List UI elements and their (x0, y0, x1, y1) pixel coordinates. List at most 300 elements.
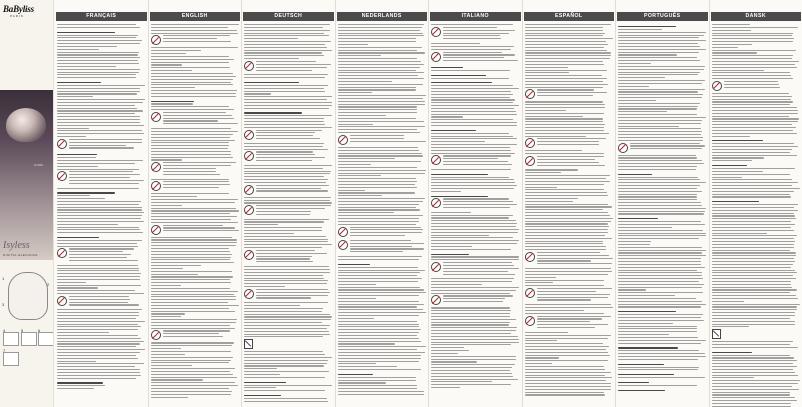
text-line (525, 27, 603, 28)
text-line (57, 105, 135, 106)
text-line (712, 99, 792, 100)
text-line (712, 289, 798, 290)
warning-block (244, 151, 333, 162)
text-line (163, 168, 217, 169)
text-line (525, 189, 604, 190)
text-line (525, 70, 608, 71)
text-line (431, 327, 517, 328)
text-line (338, 329, 421, 330)
text-line (431, 290, 516, 291)
text-line (151, 154, 231, 155)
text-line (618, 74, 698, 75)
column-divider (241, 0, 242, 407)
text-line (712, 235, 797, 236)
text-line (57, 201, 141, 202)
text-line (712, 321, 796, 322)
text-line (618, 367, 699, 368)
text-line (618, 356, 706, 357)
text-line (244, 115, 332, 116)
text-line (57, 287, 98, 288)
text-line (256, 160, 312, 161)
column-body-text (151, 24, 240, 398)
text-line (618, 182, 706, 183)
text-line (151, 362, 230, 363)
warning-block (151, 181, 240, 191)
text-line (338, 33, 423, 34)
text-line (151, 64, 183, 65)
text-line (151, 319, 237, 320)
text-line (338, 338, 420, 339)
text-line (57, 378, 136, 379)
text-line (537, 288, 612, 289)
text-line (618, 369, 698, 370)
text-line (151, 325, 231, 326)
text-line (338, 369, 422, 370)
text-line (350, 243, 425, 244)
text-line (151, 50, 202, 51)
text-line (525, 121, 603, 122)
text-line (443, 52, 502, 53)
warning-block (431, 155, 520, 166)
text-line (69, 142, 142, 143)
text-line (537, 316, 612, 317)
text-line (525, 133, 609, 134)
section-heading-line (618, 218, 658, 219)
text-line (57, 372, 140, 373)
text-line (618, 66, 705, 67)
text-line (618, 94, 703, 95)
text-line (618, 267, 705, 268)
text-line (537, 156, 604, 157)
text-line (618, 40, 706, 41)
text-line (537, 297, 609, 298)
text-line (57, 93, 137, 94)
text-line (338, 118, 416, 119)
text-line (57, 113, 135, 114)
text-line (151, 137, 231, 138)
text-line (525, 366, 604, 367)
text-line (244, 308, 323, 309)
attachment-diagram-icon (3, 332, 19, 346)
text-line (431, 43, 480, 44)
text-line (525, 55, 611, 56)
text-line (151, 291, 238, 292)
text-line (618, 111, 667, 112)
text-line (618, 202, 701, 203)
text-line (244, 93, 271, 94)
text-line (338, 256, 423, 257)
language-heading: ESPAÑOL (524, 12, 615, 21)
text-line (525, 41, 606, 42)
text-line (712, 344, 790, 345)
text-line (151, 259, 230, 260)
text-line (618, 385, 697, 386)
text-line (57, 85, 145, 86)
text-line (338, 312, 426, 313)
text-line (151, 106, 229, 107)
text-line (151, 257, 232, 258)
text-line (525, 78, 607, 79)
text-line (338, 278, 423, 279)
text-line (537, 89, 594, 90)
text-line (431, 324, 509, 325)
text-line (431, 125, 517, 126)
text-line (525, 243, 604, 244)
text-line (244, 50, 332, 51)
text-line (525, 280, 605, 281)
text-line (151, 308, 229, 309)
section-heading-line (618, 174, 652, 175)
text-line (338, 332, 419, 333)
text-line (431, 370, 510, 371)
text-line (244, 387, 276, 388)
prohibition-icon (57, 296, 67, 306)
text-line (618, 306, 701, 307)
text-line (244, 165, 332, 166)
text-line (525, 235, 605, 236)
text-line (57, 125, 144, 126)
text-line (151, 84, 234, 85)
warning-block (338, 240, 427, 254)
text-line (338, 112, 417, 113)
figure-label: 3 (2, 302, 5, 307)
text-line (712, 113, 798, 114)
text-line (525, 81, 604, 82)
text-line (712, 292, 791, 293)
section-heading-line (338, 374, 374, 375)
text-line (712, 375, 798, 376)
text-line (338, 104, 426, 105)
text-line (338, 358, 422, 359)
text-line (57, 157, 96, 158)
text-line (244, 365, 324, 366)
text-line (525, 153, 604, 154)
product-panel (0, 0, 54, 407)
text-line (69, 145, 126, 146)
text-line (57, 349, 145, 350)
text-line (151, 242, 237, 243)
text-line (338, 394, 424, 395)
text-line (338, 147, 418, 148)
text-line (443, 33, 509, 34)
text-line (57, 355, 136, 356)
text-line (618, 46, 700, 47)
text-line (163, 174, 221, 175)
text-line (244, 360, 328, 361)
text-line (244, 197, 331, 198)
text-line (618, 126, 679, 127)
warning-block (57, 171, 146, 185)
text-line (431, 284, 482, 285)
text-line (712, 252, 797, 253)
text-line (431, 97, 510, 98)
text-line (618, 108, 697, 109)
text-line (431, 223, 517, 224)
text-line (525, 338, 609, 339)
product-tagline: DIGITAL ELEGANCE (3, 253, 38, 257)
text-line (151, 371, 231, 372)
text-line (525, 201, 574, 202)
text-line (151, 245, 237, 246)
text-line (151, 67, 230, 68)
text-line (244, 371, 329, 372)
text-line (151, 82, 232, 83)
warning-block (244, 61, 333, 72)
text-line (712, 304, 800, 305)
text-line (618, 289, 646, 290)
text-line (525, 204, 608, 205)
text-line (57, 96, 93, 97)
text-line (163, 336, 224, 337)
text-line (57, 188, 139, 189)
text-line (712, 347, 799, 348)
language-heading: PORTUGUÊS (617, 12, 708, 21)
text-line (431, 144, 517, 145)
text-line (537, 255, 609, 256)
text-line (537, 258, 613, 259)
text-line (151, 96, 237, 97)
text-line (338, 377, 416, 378)
text-line (151, 90, 237, 91)
warning-block (525, 138, 614, 148)
text-line (431, 99, 515, 100)
text-line (57, 133, 144, 134)
text-line (618, 97, 702, 98)
text-line (431, 259, 519, 260)
text-line (244, 102, 332, 103)
text-line (618, 343, 701, 344)
text-line (712, 284, 792, 285)
text-line (151, 151, 232, 152)
text-line (57, 273, 141, 274)
warning-block (712, 81, 801, 91)
section-heading-line (712, 201, 760, 202)
section-heading-line (244, 82, 299, 83)
prohibition-icon (244, 130, 254, 140)
warning-block (151, 225, 240, 235)
text-line (724, 87, 780, 88)
text-line (712, 224, 796, 225)
text-line (244, 24, 330, 25)
text-line (244, 41, 331, 42)
text-line (338, 167, 418, 168)
text-line (618, 320, 704, 321)
text-line (151, 131, 239, 132)
text-line (69, 177, 130, 178)
text-line (256, 253, 327, 254)
text-line (244, 27, 323, 28)
section-heading-line (57, 237, 99, 238)
warning-block (244, 185, 333, 195)
text-line (630, 143, 700, 144)
text-line (712, 124, 793, 125)
text-line (151, 145, 230, 146)
text-line (244, 35, 329, 36)
text-line (618, 166, 697, 167)
text-line (338, 335, 417, 336)
text-line (712, 146, 798, 147)
text-line (712, 93, 790, 94)
text-line (57, 329, 138, 330)
text-line (151, 62, 230, 63)
text-line (338, 275, 418, 276)
text-line (57, 243, 137, 244)
text-line (525, 223, 608, 224)
text-line (618, 60, 700, 61)
text-line (537, 165, 606, 166)
text-line (57, 72, 139, 73)
text-line (57, 326, 141, 327)
text-line (431, 316, 510, 317)
text-line (151, 237, 233, 238)
text-line (431, 108, 514, 109)
text-line (256, 67, 327, 68)
text-line (712, 400, 798, 401)
text-line (338, 38, 417, 39)
text-line (69, 174, 140, 175)
text-line (618, 140, 703, 141)
text-line (525, 349, 606, 350)
text-line (151, 219, 232, 220)
text-line (151, 157, 233, 158)
text-line (163, 112, 226, 113)
text-line (338, 207, 417, 208)
text-line (256, 214, 310, 215)
text-line (525, 285, 605, 286)
text-line (618, 120, 702, 121)
text-line (618, 353, 705, 354)
prohibition-icon (244, 205, 254, 215)
text-line (338, 391, 425, 392)
text-line (618, 270, 697, 271)
text-line (525, 363, 552, 364)
text-line (338, 98, 424, 99)
text-line (712, 188, 800, 189)
text-line (151, 382, 236, 383)
text-line (350, 246, 412, 247)
text-line (525, 277, 556, 278)
text-line (431, 49, 511, 50)
text-line (443, 198, 509, 199)
text-line (712, 363, 793, 364)
text-line (712, 270, 795, 271)
text-line (338, 306, 417, 307)
text-line (537, 291, 597, 292)
text-line (244, 236, 326, 237)
text-line (256, 157, 325, 158)
text-line (244, 47, 327, 48)
text-line (712, 295, 797, 296)
text-line (431, 215, 513, 216)
text-line (69, 171, 133, 172)
text-line (712, 377, 754, 378)
text-line (537, 294, 611, 295)
text-line (618, 86, 649, 87)
text-line (163, 41, 231, 42)
text-line (712, 326, 750, 327)
text-line (712, 247, 794, 248)
text-line (151, 76, 236, 77)
text-line (712, 355, 791, 356)
text-line (431, 342, 519, 343)
text-line (244, 173, 330, 174)
text-line (151, 394, 232, 395)
text-line (525, 369, 605, 370)
language-column (335, 0, 429, 407)
text-line (151, 262, 234, 263)
text-line (618, 359, 698, 360)
text-line (618, 272, 702, 273)
prohibition-icon (151, 35, 161, 45)
text-line (338, 81, 393, 82)
text-line (525, 389, 611, 390)
text-line (431, 111, 516, 112)
text-line (244, 74, 328, 75)
text-line (57, 110, 143, 111)
text-line (712, 369, 793, 370)
text-line (244, 305, 300, 306)
warning-block (151, 330, 240, 340)
text-line (338, 101, 426, 102)
text-line (525, 75, 603, 76)
text-line (537, 144, 599, 145)
text-line (244, 202, 332, 203)
text-line (57, 285, 141, 286)
text-line (57, 74, 136, 75)
text-line (57, 27, 140, 28)
text-line (338, 355, 422, 356)
text-line (163, 225, 224, 226)
text-line (618, 278, 703, 279)
text-line (69, 260, 138, 261)
text-line (443, 161, 508, 162)
text-line (712, 35, 793, 36)
text-line (618, 194, 697, 195)
language-column (148, 0, 242, 407)
text-line (57, 60, 138, 61)
text-line (338, 224, 416, 225)
text-line (57, 52, 139, 53)
text-line (537, 321, 591, 322)
text-line (338, 92, 372, 93)
text-line (712, 52, 758, 53)
text-line (151, 397, 188, 398)
text-line (525, 187, 558, 188)
text-line (57, 361, 96, 362)
text-line (244, 44, 325, 45)
text-line (57, 293, 144, 294)
text-line (69, 139, 142, 140)
text-line (163, 333, 219, 334)
text-line (525, 104, 606, 105)
text-line (338, 70, 416, 71)
text-line (244, 105, 332, 106)
text-line (151, 351, 232, 352)
text-line (151, 47, 239, 48)
text-line (338, 124, 374, 125)
section-heading-line (57, 154, 97, 155)
text-line (338, 129, 418, 130)
text-line (712, 168, 795, 169)
text-line (338, 270, 426, 271)
text-line (431, 133, 509, 134)
warning-block (151, 162, 240, 176)
text-line (525, 375, 605, 376)
text-line (151, 254, 233, 255)
text-line (712, 185, 792, 186)
text-line (618, 63, 651, 64)
text-line (338, 292, 426, 293)
